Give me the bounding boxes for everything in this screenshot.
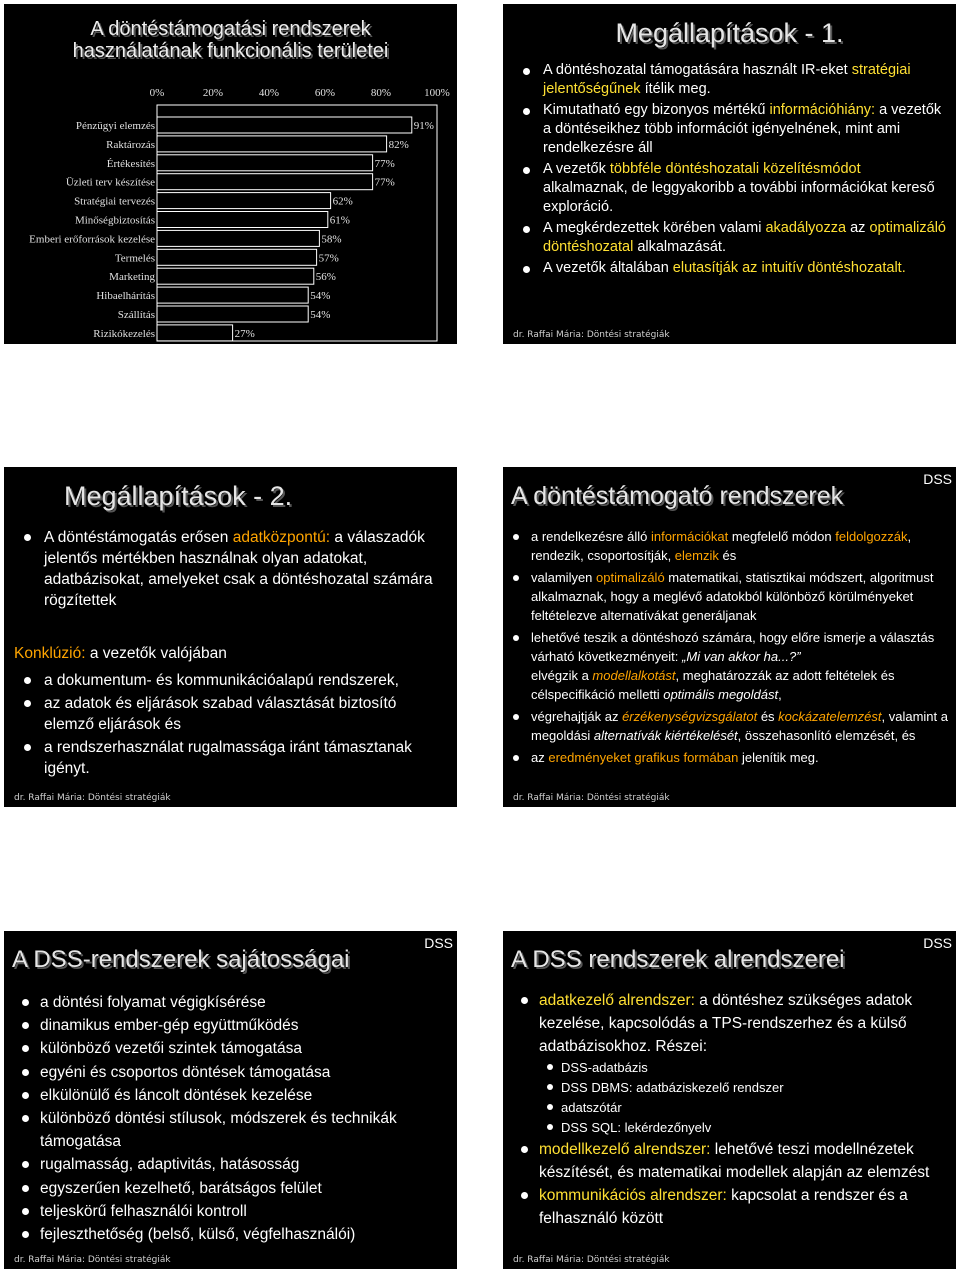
x-tick-label: 100% [424,87,450,99]
data-label: 56% [315,271,336,284]
x-tick-label: 60% [314,87,336,99]
category-label: Szállítás [117,309,155,321]
category-label: Hibaelhárítás [96,290,155,303]
data-label: 27% [234,327,255,340]
bar [157,306,308,322]
conclusion-list [14,670,449,781]
data-label: 77% [374,176,395,189]
category-label: Stratégiai tervezés [74,195,155,208]
subsystem-parts-list [547,1058,950,1138]
bar [157,174,373,190]
bar [157,268,314,284]
list-item: különböző vezetői szintek támogatása [12,1037,451,1060]
list-item: végrehajtják az érzékenységvizsgálatot és kockázatelemzést, valamint a megoldási alternatívák kiértékelését, összehasonlító elemzését, és [509,707,950,745]
dss-badge: DSS [923,471,952,487]
category-label: Üzleti terv készítése [65,176,155,189]
slide-findings-1 [503,4,956,344]
findings-paragraph [14,527,447,611]
category-label: Pénzügyi elemzés [75,120,155,132]
bar [157,287,308,303]
category-label: Raktározás [106,138,155,151]
list-item: rugalmasság, adaptivitás, hatásosság [12,1153,451,1176]
list-item: A megkérdezettek körében valami akadályozza az optimalizáló döntéshozatal alkalmazását. [513,219,946,257]
x-tick-label: 80% [370,87,392,99]
data-label: 61% [329,214,350,227]
slide-dss-subsystems [503,931,956,1269]
bar [157,249,317,265]
bar [157,136,387,152]
highlight: információhiány: [769,102,876,118]
bar-chart [4,4,457,344]
subsystems-list [511,989,950,1230]
list-item: a rendszerhasználat rugalmassága iránt támasztanak igényt. [14,737,449,779]
footer: dr. Raffai Mária: Döntési stratégiák [513,1255,670,1265]
list-item: különböző döntési stílusok, módszerek és technikák támogatása [12,1107,451,1153]
list-item: A vezetők többféle döntéshozatali közelítésmódot alkalmaznak, de leggyakoribb a további információkat kereső exploráció. [513,160,946,217]
category-label: Minőségbiztosítás [74,214,155,227]
data-label: 91% [413,120,434,132]
list-item: elkülönülő és láncolt döntések kezelése [12,1084,451,1107]
x-tick-label: 0% [149,87,165,99]
category-label: Értékesítés [106,157,155,170]
data-label: 82% [388,138,409,151]
data-label: 54% [310,290,331,303]
bar [157,230,319,246]
list-item: egyszerűen kezelhető, barátságos felület [12,1177,451,1200]
list-item: egyéni és csoportos döntések támogatása [12,1061,451,1084]
dss-badge: DSS [424,935,453,951]
slide-chart [4,4,457,344]
category-label: Rizikókezelés [93,327,155,340]
bar [157,155,373,171]
list-item: az eredményeket grafikus formában jelenítik meg. [509,748,950,767]
list-item: a döntési folyamat végigkísérése [12,991,451,1014]
list-item: kommunikációs alrendszer: kapcsolat a rendszer és a felhasználó között [511,1184,950,1230]
conclusion-heading: Konklúzió: a vezetők valójában [14,645,227,662]
list-item: DSS SQL: lekérdezőnyelv [547,1118,950,1138]
dss-list [509,527,950,770]
data-label: 62% [332,195,353,208]
data-label: 57% [318,252,339,265]
list-item: A döntéstámogatás erősen adatközpontú: a válaszadók jelentős mértékben használnak olyan adatokat, adatbázisokat, amelyeket csak a döntéshozatal számára rögzítettek [14,527,447,611]
data-label: 58% [321,233,342,246]
slide-dss-properties [4,931,457,1269]
highlight: akadályozza [765,220,847,236]
list-item: a rendelkezésre álló információkat megfelelő módon feldolgozzák, rendezik, csoportosítják, elemzik és [509,527,950,565]
list-item: adatkezelő alrendszer: a döntéshez szükséges adatok kezelése, kapcsolódás a TPS-rendszerhez és a külső adatbázisokhoz. Részei: DSS-adatbázis DSS DBMS: adatbáziskezelő rendszer adatszótár DSS SQL: lekérdezőnyelv [511,989,950,1138]
slide-title: Megállapítások - 1. [615,18,844,48]
highlight: többféle döntéshozatali közelítésmódot [609,161,861,177]
x-tick-label: 40% [258,87,280,99]
list-item: DSS DBMS: adatbáziskezelő rendszer [547,1078,950,1098]
slide-title: Megállapítások - 2. [64,481,293,511]
list-item: lehetővé teszik a döntéshozó számára, hogy előre ismerje a választás várható következményeit: „Mi van akkor ha...?” elvégzik a modellalkotást, meghatározzák az adott feltételek és célspecifikáció melletti optimális megoldást, [509,628,950,704]
highlight: optimalizáló döntéshozatal [543,220,947,255]
highlight: adatközpontú: [232,529,331,546]
list-item: dinamikus ember-gép együttműködés [12,1014,451,1037]
footer: dr. Raffai Mária: Döntési stratégiák [14,1255,171,1265]
dss-badge: DSS [923,935,952,951]
data-label: 54% [310,309,331,321]
footer: dr. Raffai Mária: Döntési stratégiák [14,793,171,803]
x-tick-label: 20% [202,87,224,99]
highlight: elutasítják az intuitív döntéshozatalt. [672,260,906,276]
bar [157,117,412,133]
list-item: Kimutatható egy bizonyos mértékű információhiány: a vezetők a döntéseikhez több információt igényelnének, mint ami rendelkezésre áll [513,101,946,158]
list-item: adatszótár [547,1098,950,1118]
list-item: modellkezelő alrendszer: lehetővé teszi modellnézetek készítését, és matematikai modellek alapján az elemzést [511,1138,950,1184]
chart-title-line1: A döntéstámogatási rendszerek [90,18,371,40]
chart-title-line2: használatának funkcionális területei [72,40,389,62]
bar [157,212,328,228]
footer: dr. Raffai Mária: Döntési stratégiák [513,330,670,340]
list-item: A vezetők általában elutasítják az intuitív döntéshozatalt. [513,259,946,278]
properties-list [12,991,451,1246]
list-item: az adatok és eljárások szabad választását biztosító elemző eljárások és [14,693,449,735]
bar [157,325,233,341]
slide-title: A döntéstámogató rendszerek [511,482,844,510]
category-label: Marketing [109,271,155,284]
slide-title: A DSS-rendszerek sajátosságai [12,946,350,973]
slide-dss [503,467,956,807]
list-item: teljeskörű felhasználói kontroll [12,1200,451,1223]
data-label: 77% [374,157,395,170]
slide-title: A DSS rendszerek alrendszerei [511,946,845,973]
category-label: Emberi erőforrások kezelése [29,233,155,246]
list-item: fejleszthetőség (belső, külső, végfelhasználói) [12,1223,451,1246]
category-label: Termelés [114,252,155,265]
list-item: a dokumentum- és kommunikációalapú rendszerek, [14,670,449,691]
list-item: valamilyen optimalizáló matematikai, statisztikai módszert, algoritmust alkalmaznak, hogy a meglévő adatokból különböző körülményeket feltételezve alternatívákat generáljanak [509,568,950,625]
findings-list [513,61,946,280]
highlight: stratégiai jelentőségűnek [543,62,911,97]
footer: dr. Raffai Mária: Döntési stratégiák [513,793,670,803]
list-item: DSS-adatbázis [547,1058,950,1078]
slide-findings-2 [4,467,457,807]
bar [157,193,331,209]
list-item: A döntéshozatal támogatására használt IR-eket stratégiai jelentőségűnek ítélik meg. [513,61,946,99]
